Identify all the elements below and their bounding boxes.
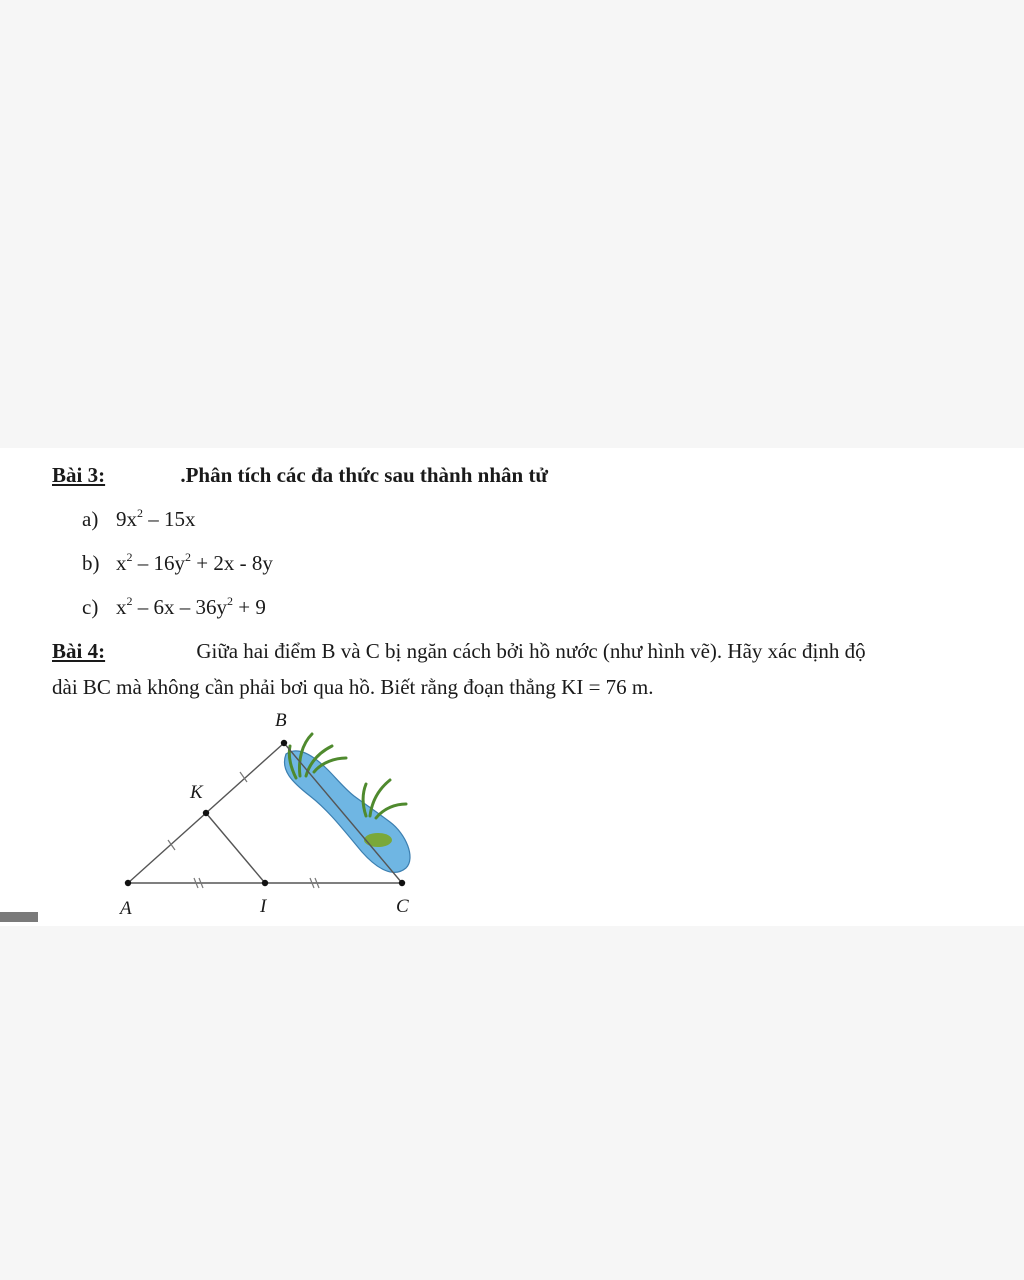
expr-part: x: [116, 595, 127, 619]
bai4-text-line1: Giữa hai điểm B và C bị ngăn cách bởi hồ nước (như hình vẽ). Hãy xác định độ: [196, 639, 866, 663]
bai3-instruction: .Phân tích các đa thức sau thành nhân tử: [180, 463, 549, 487]
label-A: A: [120, 898, 132, 919]
label-C: C: [396, 896, 409, 917]
bai3-item-c: [82, 594, 266, 620]
expr-part: – 6x – 36y: [132, 595, 227, 619]
scrollbar-thumb[interactable]: [0, 912, 38, 922]
point-A: [125, 880, 131, 886]
bai4-label: Bài 4:: [52, 639, 106, 663]
exponent: 2: [185, 550, 191, 564]
expr-part: 9x: [116, 507, 137, 531]
bai4-line1: [52, 638, 866, 664]
point-C: [399, 880, 405, 886]
expr-part: – 15x: [143, 507, 196, 531]
item-label: b): [82, 551, 100, 575]
lake-shape: [284, 751, 410, 873]
bai3-item-a: [82, 506, 196, 532]
label-I: I: [260, 896, 267, 917]
bai3-header: [52, 462, 548, 488]
lake-triangle-figure: [100, 700, 440, 925]
expr-part: x: [116, 551, 127, 575]
label-B: B: [275, 710, 287, 731]
point-K: [203, 810, 209, 816]
point-B: [281, 740, 287, 746]
lake-island: [364, 833, 392, 847]
expr-part: + 9: [233, 595, 266, 619]
bai4-text-line2: dài BC mà không cần phải bơi qua hồ. Biết rằng đoạn thẳng KI = 76 m.: [52, 675, 654, 699]
item-label: c): [82, 595, 99, 619]
exponent: 2: [137, 506, 143, 520]
item-label: a): [82, 507, 99, 531]
point-I: [262, 880, 268, 886]
exponent: 2: [126, 550, 133, 564]
bai3-item-b: [82, 550, 273, 576]
expr-part: + 2x - 8y: [191, 551, 273, 575]
segment-BC: [284, 743, 402, 883]
label-K: K: [190, 782, 203, 803]
exponent: 2: [227, 594, 233, 608]
segment-KI: [206, 813, 265, 883]
expr-part: – 16y: [132, 551, 185, 575]
exponent: 2: [126, 594, 133, 608]
bai3-label: Bài 3:: [52, 463, 106, 487]
